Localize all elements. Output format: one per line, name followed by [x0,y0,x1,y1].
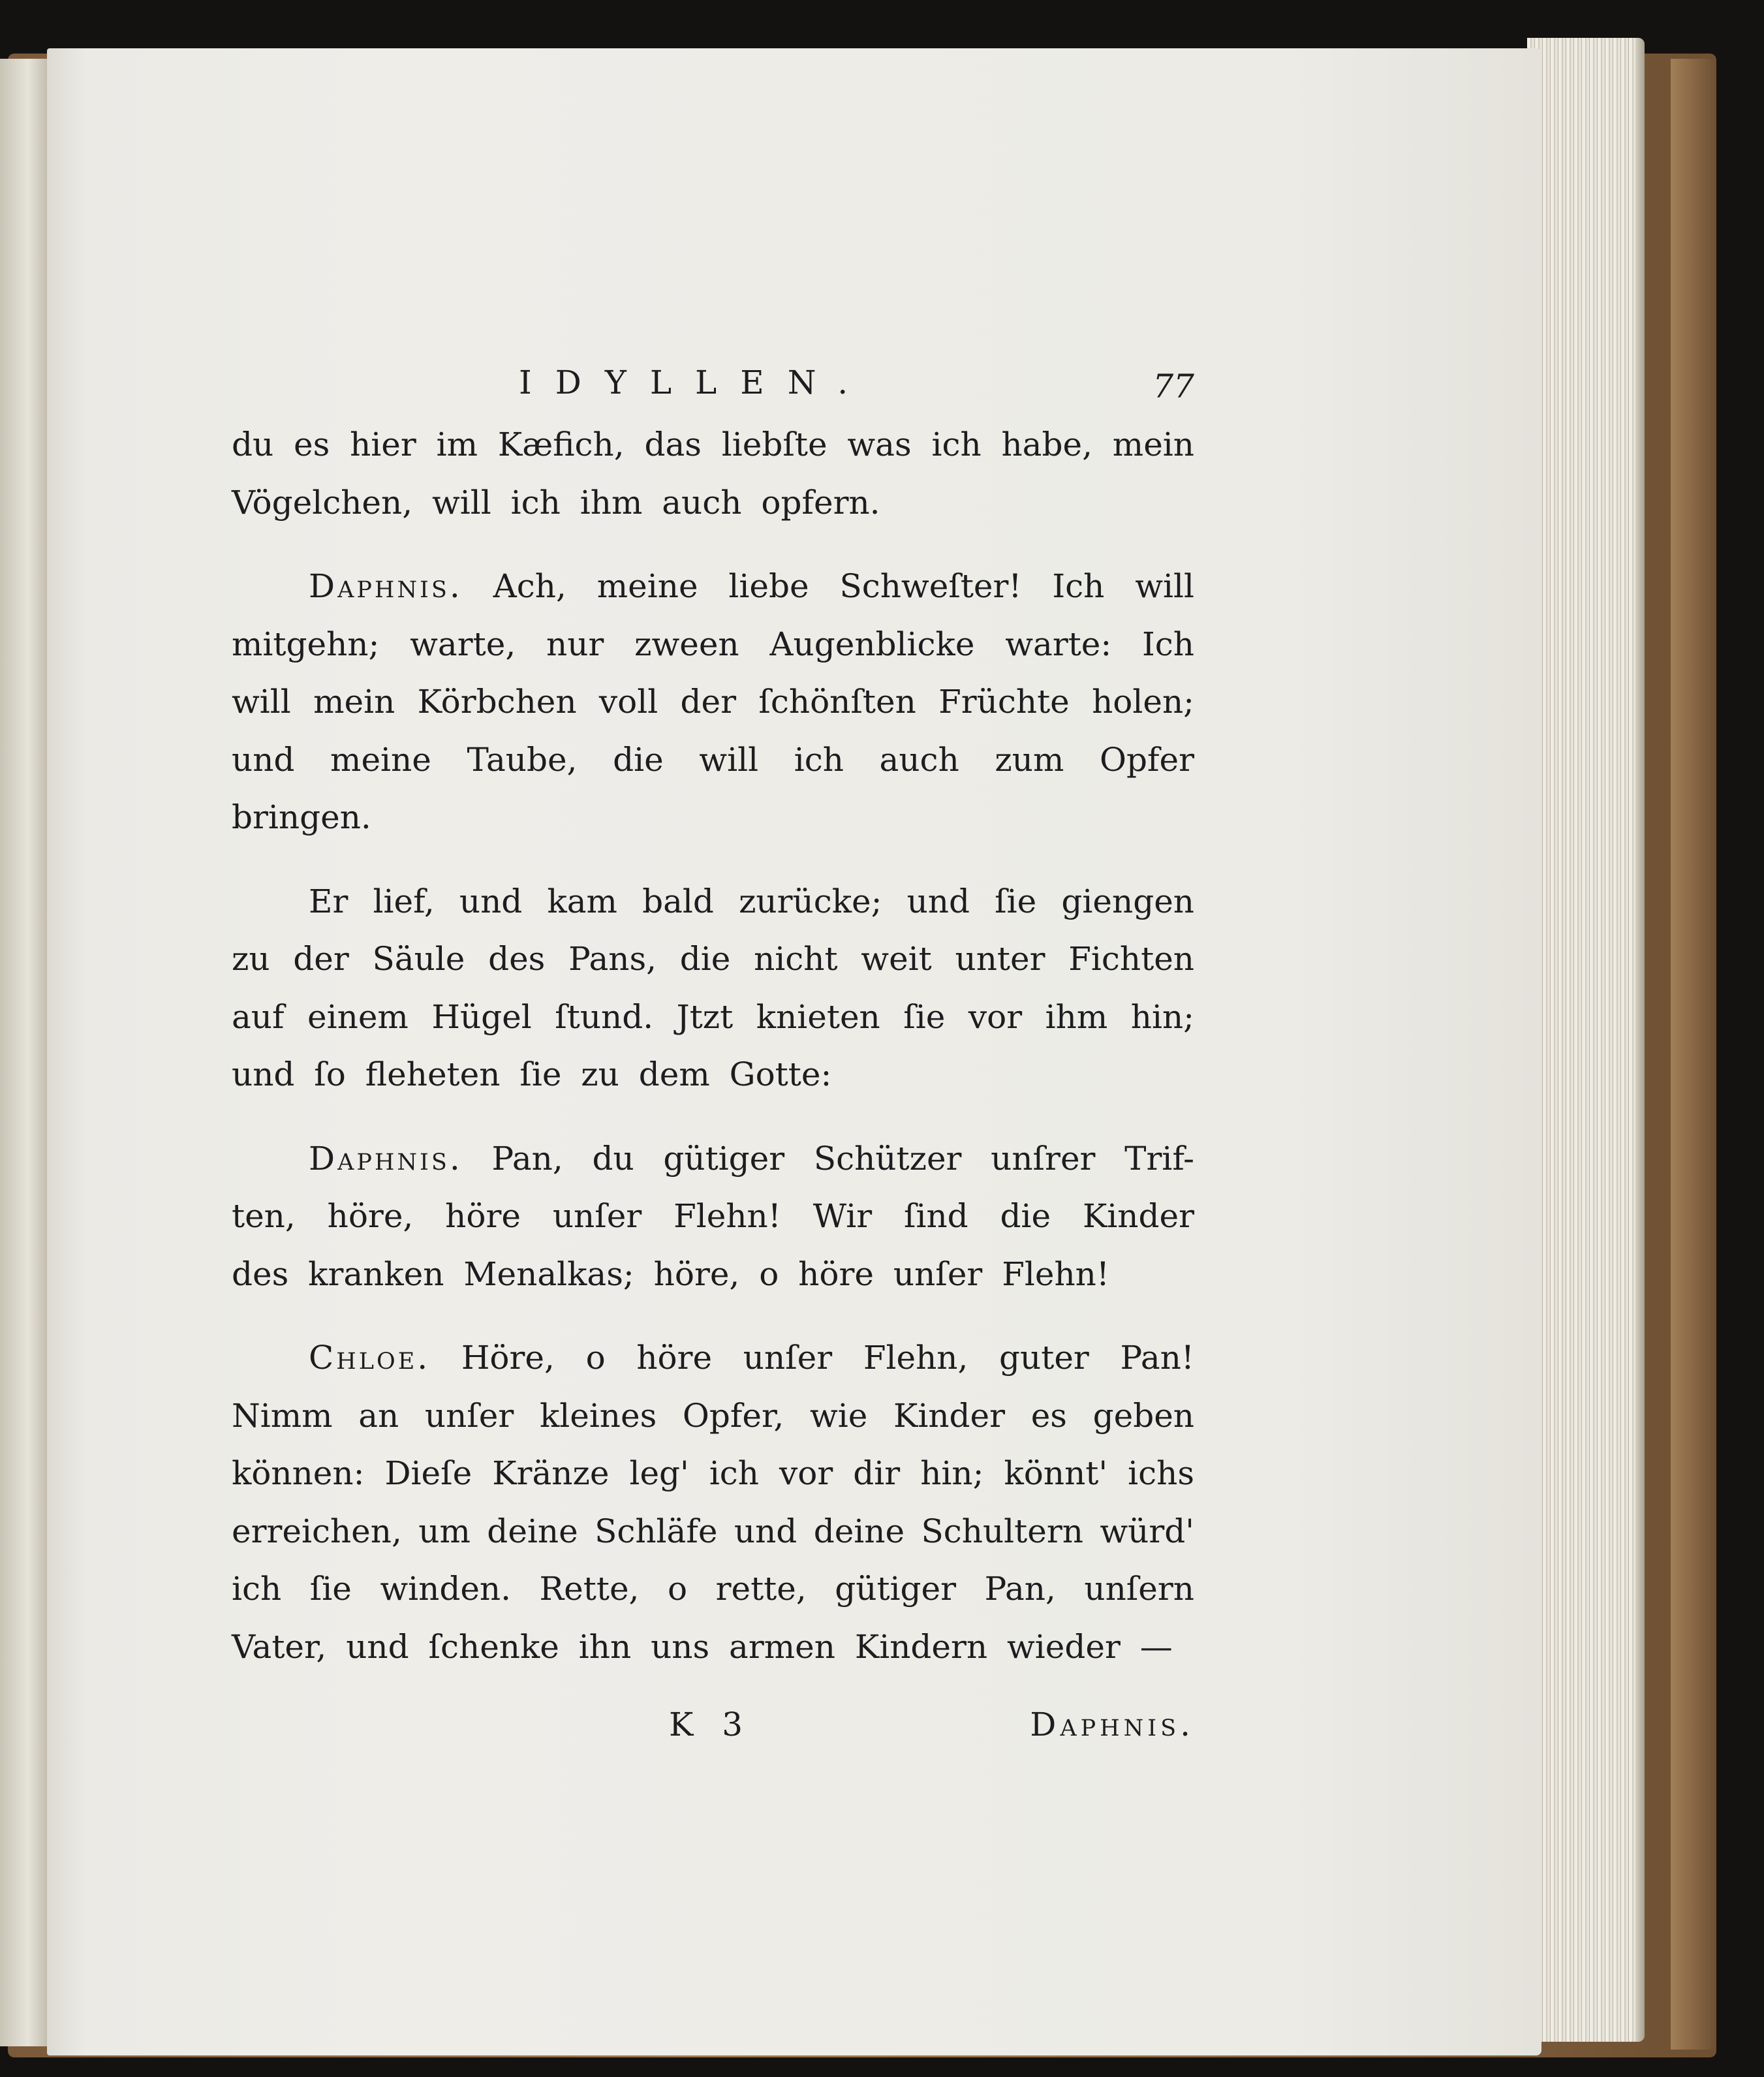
text-line [232,1560,1194,1618]
text-line [232,1187,1194,1245]
line-text: bringen. [232,798,371,836]
catchword: Daphnis. [1030,1706,1194,1743]
line-text: mitgehn; warte, nur zween Augenblicke warte: Ich [232,625,1194,663]
text-line [232,1130,1194,1188]
signature-mark: K 3 [669,1706,752,1743]
line-text: Vögelchen, will ich ihm auch opfern. [232,483,880,522]
text-line [232,873,1194,931]
line-text: will mein Körbchen voll der ſchönſten Früchte holen; [232,683,1194,721]
line-text: können: Dieſe Kränze leg' ich vor dir hin; könnt' ichs [232,1454,1194,1492]
text-line [232,1387,1194,1445]
line-text: Höre, o höre unſer Flehn, guter Pan! [461,1339,1194,1377]
line-text: Pan, du gütiger Schützer unſrer Trif- [491,1139,1194,1178]
left-page-edge [0,59,53,2046]
line-text: ten, höre, höre unſer Flehn! Wir ſind die Kinder [232,1197,1194,1235]
paragraph [232,873,1194,1104]
text-line [232,616,1194,674]
line-text: ich ſie winden. Rette, o rette, gütiger Pan, unſern [232,1570,1194,1608]
text-line [232,930,1194,988]
text-line [232,474,1194,532]
text-line [232,1245,1194,1304]
paragraph [232,1130,1194,1304]
page-edges-stack [1527,38,1645,2042]
book-cover-edge [1671,59,1716,2050]
paragraph [232,416,1194,531]
text-line [232,673,1194,731]
page-header [232,356,1194,416]
line-text: und ſo fleheten ſie zu dem Gotte: [232,1055,832,1093]
line-text: Er lief, und kam bald zurücke; und ſie giengen [309,882,1194,920]
body-text [232,416,1194,1676]
running-head: IDYLLEN. [519,364,872,401]
line-text: Vater, und ſchenke ihn uns armen Kindern wieder — [232,1627,1173,1666]
speaker-name: Daphnis. [309,567,463,605]
paragraph [232,1329,1194,1676]
text-line [232,1046,1194,1104]
text-line [232,988,1194,1046]
text-line [232,1329,1194,1387]
text-line [232,1618,1194,1676]
line-text: des kranken Menalkas; höre, o höre unſer Flehn! [232,1255,1109,1293]
line-text: du es hier im Kæfich, das liebſte was ich habe, mein [232,426,1194,463]
text-line [232,731,1194,789]
text-line [232,1503,1194,1561]
page-number: 77 [1153,367,1194,405]
line-text: zu der Säule des Pans, die nicht weit unter Fichten [232,940,1194,978]
page-footer [232,1702,1194,1760]
speaker-name: Chloe. [309,1339,431,1377]
paragraph [232,557,1194,847]
text-line [232,416,1194,474]
line-text: Ach, meine liebe Schweſter! Ich will [493,567,1194,605]
line-text: Nimm an unſer kleines Opfer, wie Kinder es geben [232,1396,1194,1435]
text-line [232,789,1194,847]
text-line [232,557,1194,616]
line-text: auf einem Hügel ſtund. Jtzt knieten ſie vor ihm hin; [232,997,1194,1036]
line-text: und meine Taube, die will ich auch zum Opfer [232,740,1194,779]
text-block [232,356,1194,1760]
text-line [232,1445,1194,1503]
line-text: erreichen, um deine Schläfe und deine Schultern würd' [232,1512,1194,1550]
speaker-name: Daphnis. [309,1139,463,1178]
